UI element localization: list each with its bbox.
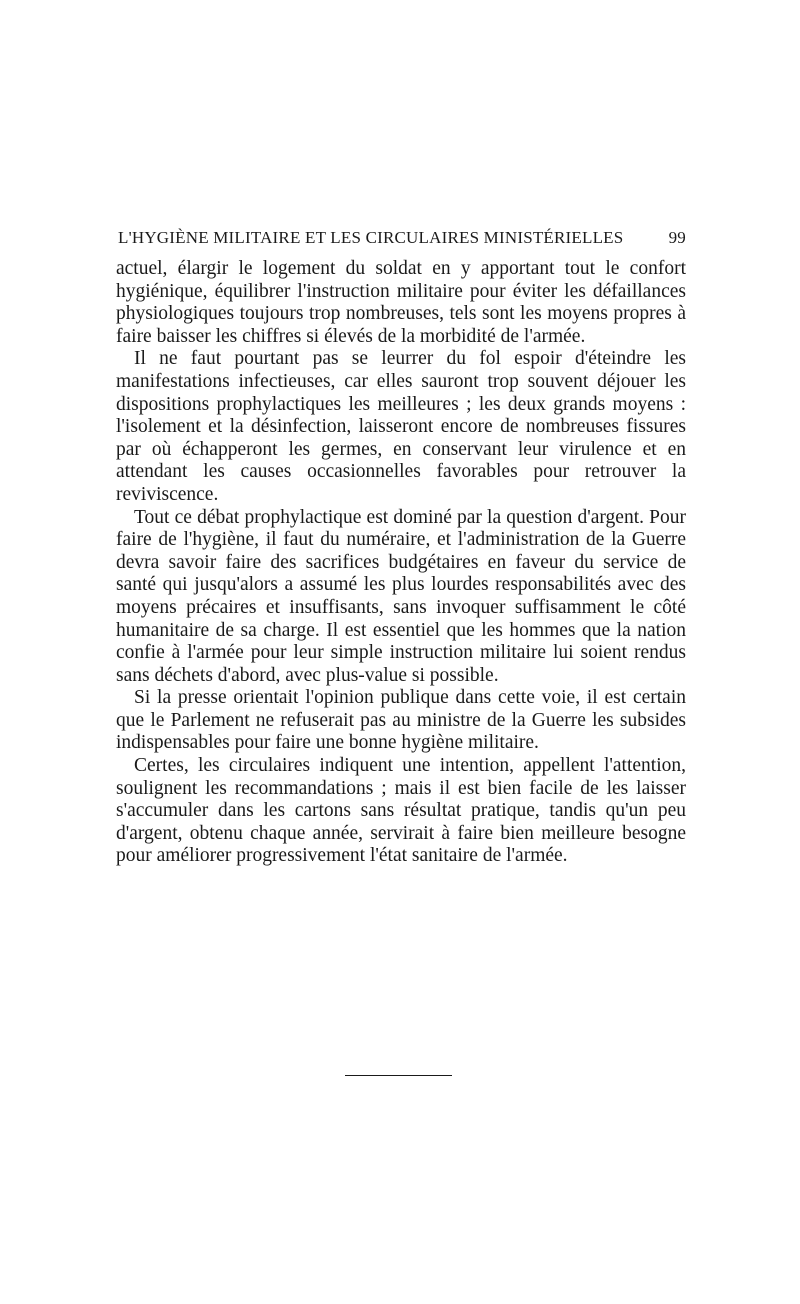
paragraph-continued: actuel, élargir le logement du soldat en y apportant tout le confort hygiénique, équilibrer l'instruction militaire pour éviter les défaillances physiologiques toujours trop nombreuses, tels sont les moyens propres à faire baisser les chiffres si élevés de la morbidité de l'armée. — [116, 258, 686, 347]
paragraph: Il ne faut pourtant pas se leurrer du fol espoir d'éteindre les manifestations infectieuses, car elles sauront trop souvent déjouer les dispositions prophylactiques les meilleures ; les deux grands moyens : l'isolement et la désinfection, laisseront encore de nombreuses fissures par où échapperont les germes, en conservant leur virulence et en attendant les causes occasionnelles favorables pour retrouver la reviviscence. — [116, 348, 686, 505]
running-head-title: L'HYGIÈNE MILITAIRE ET LES CIRCULAIRES MINISTÉRIELLES — [118, 228, 624, 247]
page-number: 99 — [668, 228, 686, 247]
running-head — [118, 228, 686, 248]
paragraph: Certes, les circulaires indiquent une intention, appellent l'attention, soulignent les recommandations ; mais il est bien facile de les laisser s'accumuler dans les cartons sans résultat pratique, tandis qu'un peu d'argent, obtenu chaque année, servirait à faire bien meilleure besogne pour améliorer progressivement l'état sanitaire de l'armée. — [116, 755, 686, 867]
paragraph: Si la presse orientait l'opinion publique dans cette voie, il est certain que le Parlement ne refuserait pas au ministre de la Guerre les subsides indispensables pour faire une bonne hygiène militaire. — [116, 687, 686, 754]
section-end-rule — [345, 1075, 452, 1076]
paragraph: Tout ce débat prophylactique est dominé par la question d'argent. Pour faire de l'hygiène, il faut du numéraire, et l'administration de la Guerre devra savoir faire des sacrifices budgétaires en faveur du service de santé qui jusqu'alors a assumé les plus lourdes responsabilités avec des moyens précaires et insuffisants, sans invoquer suffisamment le côté humanitaire de sa charge. Il est essentiel que les hommes que la nation confie à l'armée pour leur simple instruction militaire lui soient rendus sans déchets d'abord, avec plus-value si possible. — [116, 506, 686, 686]
body-text — [116, 258, 686, 868]
